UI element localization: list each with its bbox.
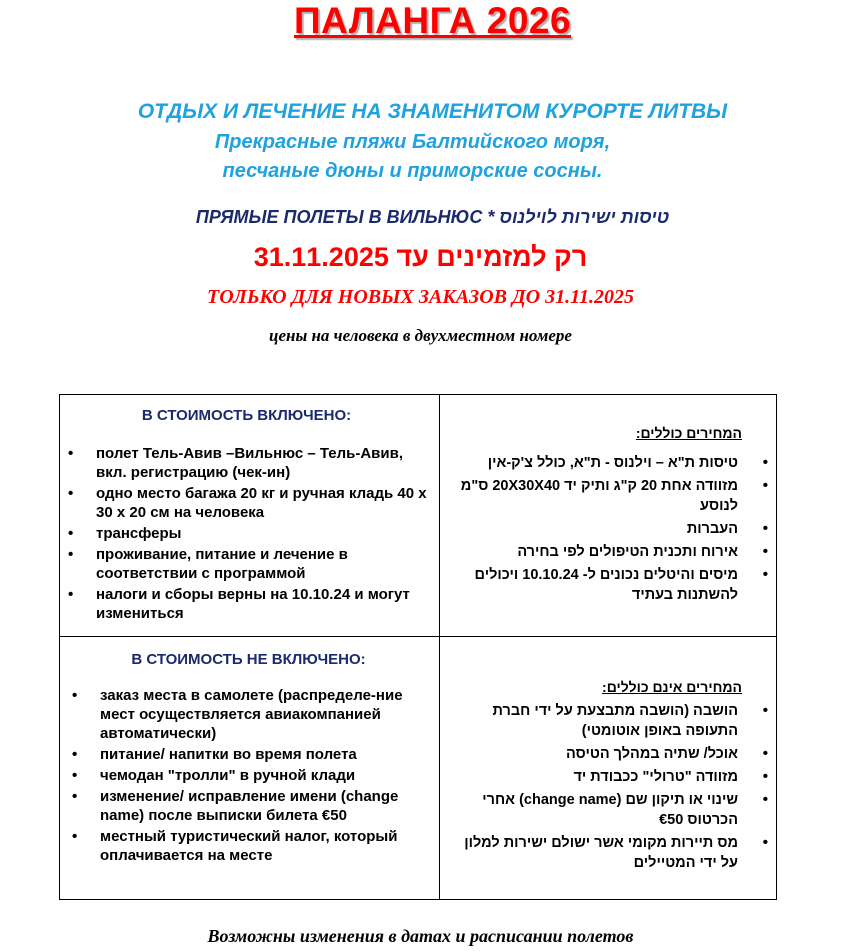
list-item: • налоги и сборы верны на 10.10.24 и могут измениться [60, 585, 433, 623]
not-included-ru-cell [60, 637, 439, 899]
footer-note: Возможны изменения в датах и расписании полетов [207, 926, 634, 946]
list-item: • טיסות ת"א – וילנוס - ת"א, כולל צ'ק-אין [448, 453, 776, 473]
list-item: • питание/ напитки во время полета [64, 745, 433, 764]
list-item: • местный туристический налог, который оплачивается на месте [64, 827, 433, 865]
list-item: • הושבה (הושבה מתבצעת על ידי חברת התעופה באופן אוטומטי) [448, 701, 776, 741]
list-item: • מזוודה אחת 20 ק"ג ותיק יד 20X30X40 ס"מ לנוסע [448, 476, 776, 516]
list-item: • שינוי או תיקון שם (change name) אחרי הכרטוס €50 [448, 790, 776, 830]
list-item: • אוכל/ שתיה במהלך הטיסה [448, 744, 776, 764]
included-ru-list [60, 444, 433, 623]
included-he-list [448, 453, 776, 605]
pricing-table [59, 394, 777, 900]
not-included-ru-heading: В СТОИМОСТЬ НЕ ВКЛЮЧЕНО: [131, 651, 366, 668]
list-item: • מס תיירות מקומי אשר ישולם ישירות למלון על ידי המטיילים [448, 833, 776, 873]
included-ru-cell [60, 395, 439, 636]
included-he-cell [440, 395, 776, 636]
price-note: цены на человека в двухместном номере [269, 326, 572, 345]
deadline-hebrew: רק למזמינים עד 31.11.2025 [253, 242, 588, 272]
list-item: • трансферы [60, 524, 433, 543]
list-item: • מזוודה "טרולי" ככבודת יד [448, 767, 776, 787]
page-title: ПАЛАНГА 2026 [293, 0, 572, 41]
list-item: • заказ места в самолете (распределе-ние мест осуществляется авиакомпанией автоматически) [64, 686, 433, 743]
list-item: • одно место багажа 20 кг и ручная кладь 40 х 30 х 20 см на человека [60, 484, 433, 522]
list-item: • מיסים והיטלים נכונים ל- 10.10.24 ויכולים להשתנות בעתיד [448, 565, 776, 605]
subtitle-line-2: Прекрасные пляжи Балтийского моря, [214, 131, 611, 153]
not-included-ru-list [64, 686, 433, 865]
included-ru-heading: В СТОИМОСТЬ ВКЛЮЧЕНО: [141, 407, 352, 424]
list-item: • изменение/ исправление имени (change name) после выписки билета €50 [64, 787, 433, 825]
included-he-heading: המחירים כוללים: [635, 425, 742, 441]
list-item: • полет Тель-Авив –Вильнюс – Тель-Авив, вкл. регистрацию (чек-ин) [60, 444, 433, 482]
list-item: • אירוח ותכנית הטיפולים לפי בחירה [448, 542, 776, 562]
not-included-he-cell [440, 637, 776, 899]
flights-line: ПРЯМЫЕ ПОЛЕТЫ В ВИЛЬНЮС * טיסות ישירות לוילנוס [195, 207, 670, 227]
subtitle: ОТДЫХ И ЛЕЧЕНИЕ НА ЗНАМЕНИТОМ КУРОРТЕ ЛИТВЫ [137, 100, 728, 123]
subtitle-line-3: песчаные дюны и приморские сосны. [222, 160, 603, 182]
list-item: • העברות [448, 519, 776, 539]
list-item: • чемодан "тролли" в ручной клади [64, 766, 433, 785]
deadline-russian: ТОЛЬКО ДЛЯ НОВЫХ ЗАКАЗОВ ДО 31.11.2025 [207, 286, 634, 308]
not-included-he-list [448, 701, 776, 873]
list-item: • проживание, питание и лечение в соответствии с программой [60, 545, 433, 583]
not-included-he-heading: המחירים אינם כוללים: [602, 679, 742, 695]
